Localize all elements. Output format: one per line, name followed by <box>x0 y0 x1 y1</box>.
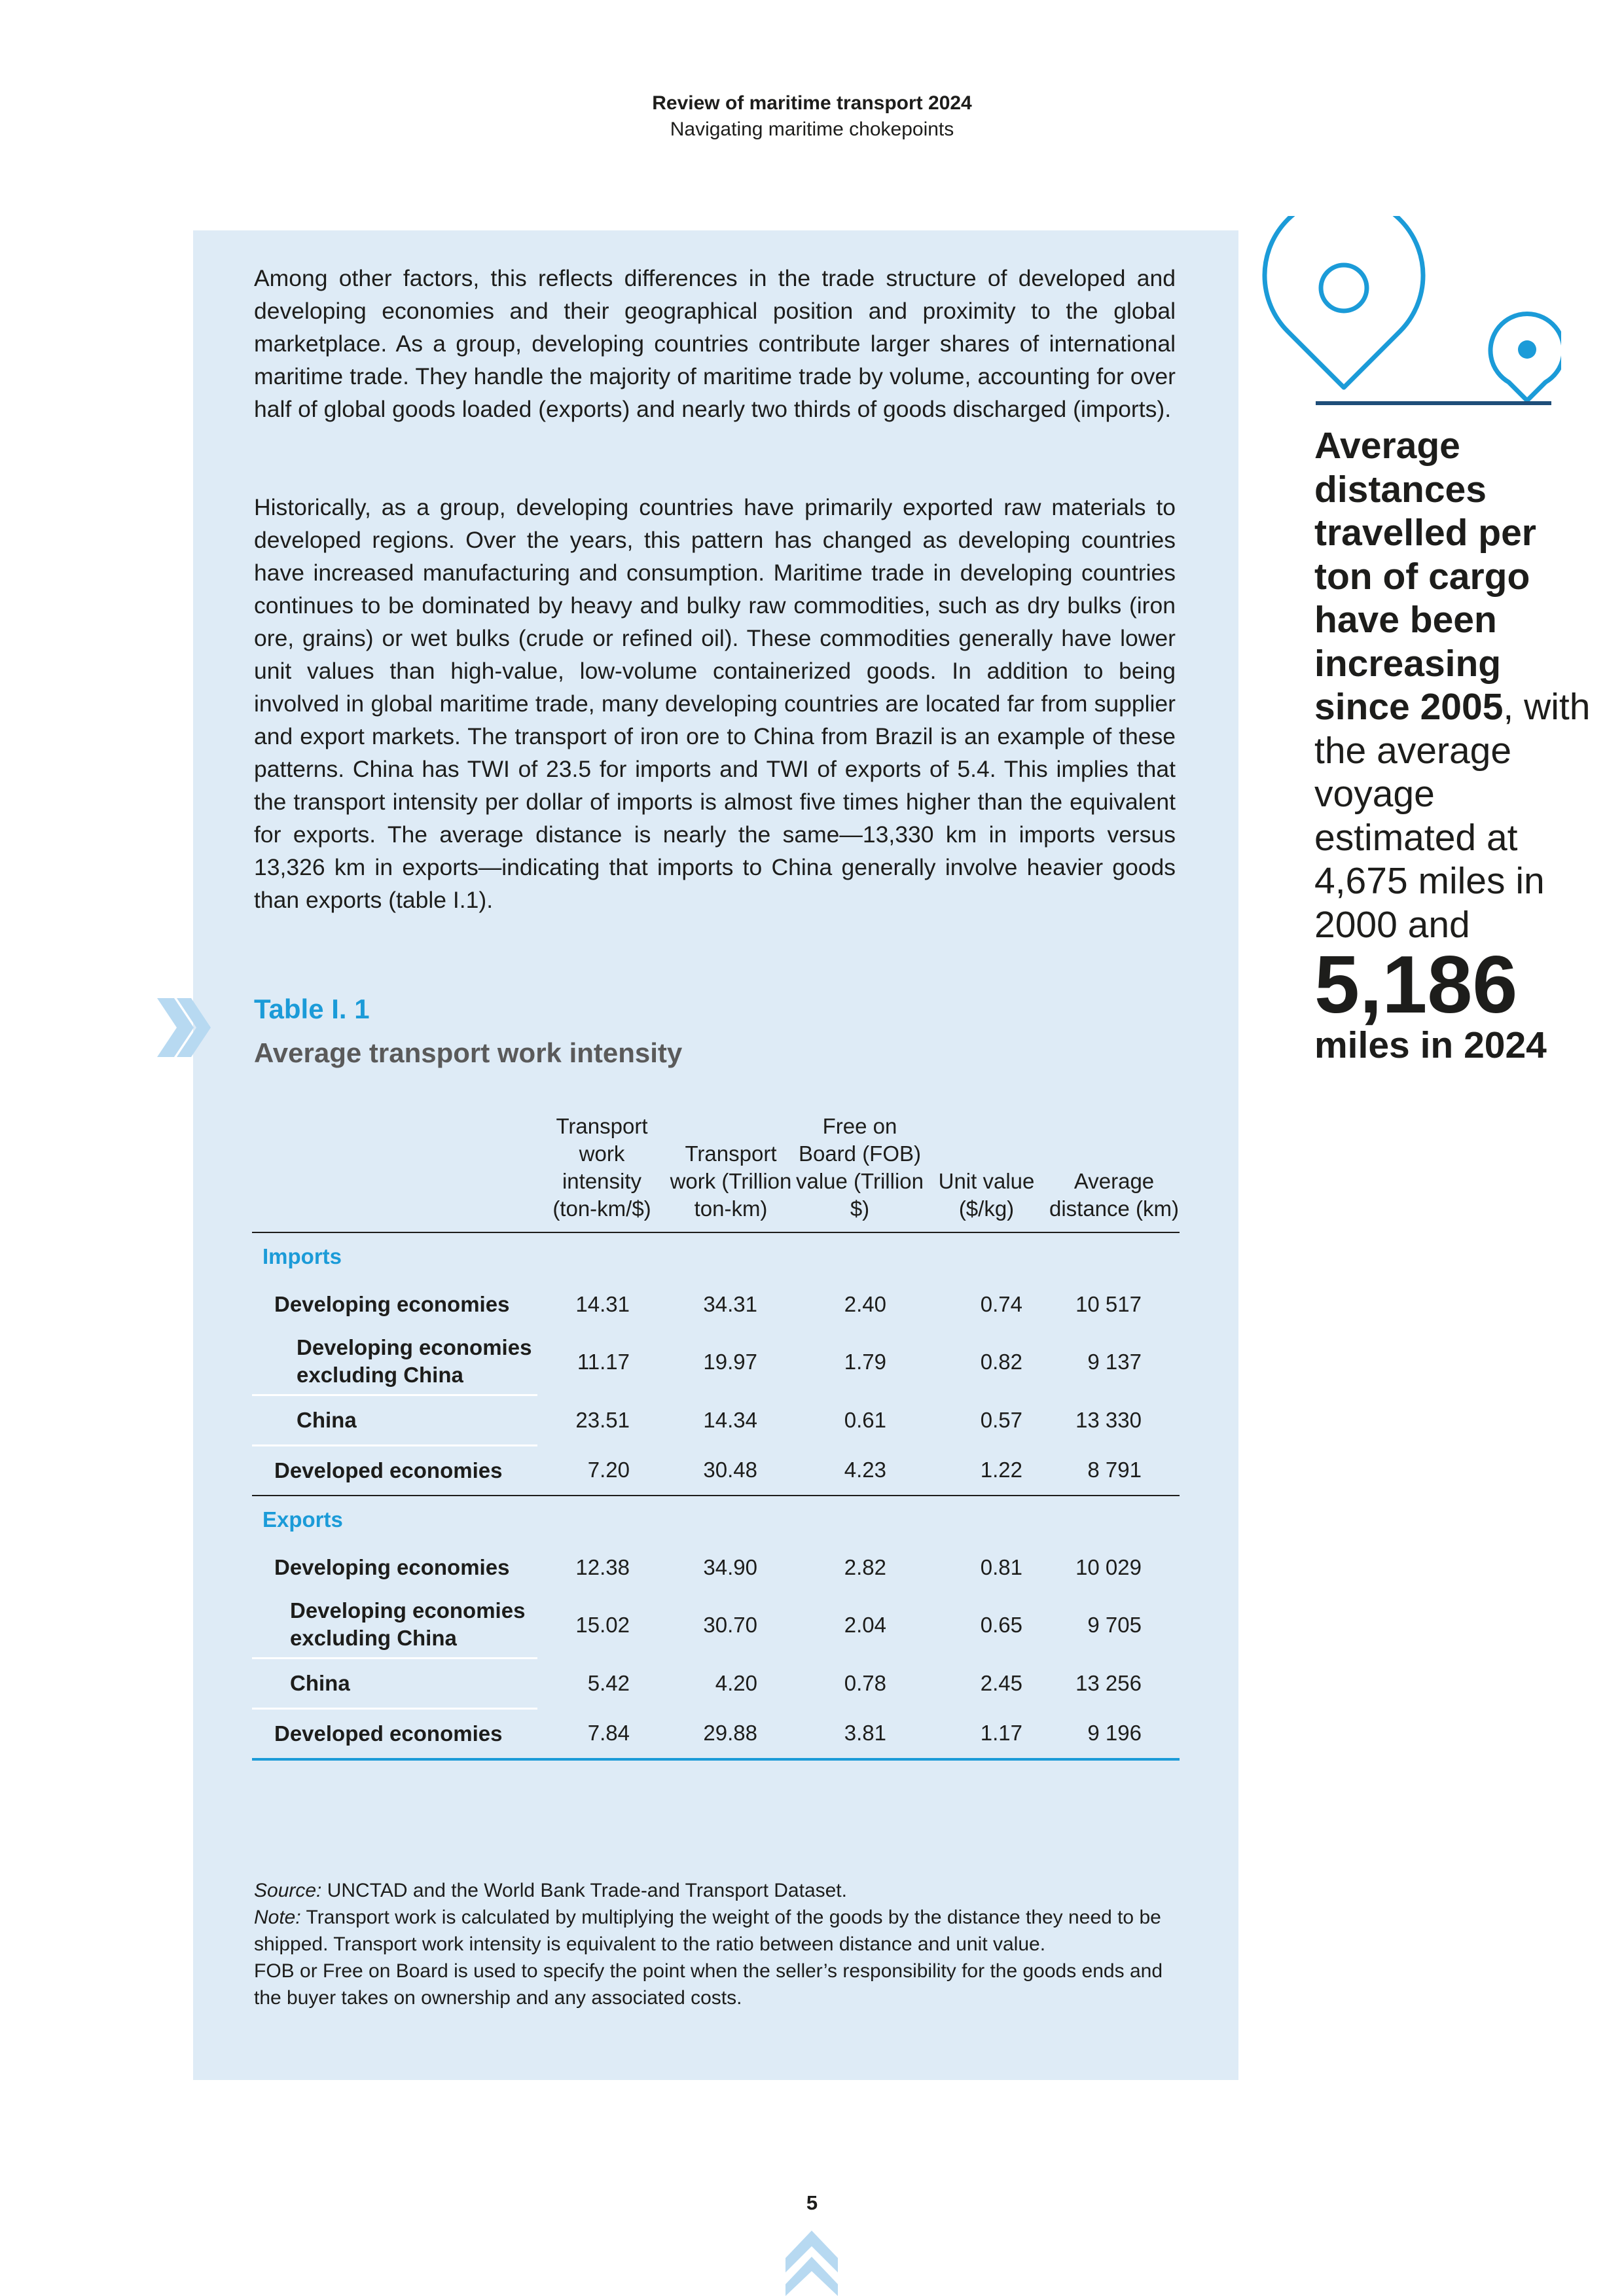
row-label: Developed economies <box>252 1446 537 1496</box>
cell-value: 19.97 <box>703 1349 757 1374</box>
cell-value: 30.48 <box>666 1446 795 1496</box>
table-row <box>252 1280 1180 1329</box>
cell-value: 11.17 <box>577 1349 630 1374</box>
row-label: Developing economies <box>274 1555 510 1579</box>
location-pin-icon <box>1265 216 1423 387</box>
column-header: Free on Board (FOB) value (Trillion $) <box>795 1113 924 1232</box>
body-paragraph: Among other factors, this reflects differences in the trade structure of developed and developing economies and their geographical position and proximity to the global marketplace. As a group, developing countries contribute larger shares of international maritime trade. They handle the majority of maritime trade by volume, accounting for over half of global goods loaded (exports) and nearly two thirds of goods discharged (imports). <box>254 265 1176 422</box>
cell-value: 14.34 <box>703 1408 757 1432</box>
table-row <box>252 1543 1180 1592</box>
column-header: Transport work (Trillion ton-km) <box>666 1113 795 1232</box>
sidebar-callout <box>1314 424 1602 1067</box>
cell-value: 13 330 <box>1075 1408 1142 1432</box>
chevron-right-icon <box>157 998 216 1057</box>
cell-value: 30.70 <box>703 1612 757 1637</box>
source-note <box>254 1877 1183 1904</box>
row-label: Developed economies <box>252 1709 537 1760</box>
callout-text: with the average voyage estimated at 4,675 miles in 2000 and <box>1314 686 1591 946</box>
cell-value: 0.61 <box>844 1408 886 1432</box>
column-header-empty <box>252 1113 537 1232</box>
column-header: Transport work intensity (ton-km/$) <box>537 1113 666 1232</box>
section-row-exports <box>252 1496 1180 1543</box>
table-row <box>252 1659 1180 1709</box>
cell-value: 2.04 <box>844 1612 886 1637</box>
fob-note: FOB or Free on Board is used to specify the point when the seller’s responsibility for the goods ends and the buyer takes on ownership and any associated costs. <box>254 1960 1163 2009</box>
cell-value: 4.23 <box>795 1446 924 1496</box>
cell-value: 15.02 <box>575 1612 630 1637</box>
section-heading: Exports <box>262 1507 343 1532</box>
cell-value: 0.78 <box>844 1671 886 1695</box>
cell-value: 29.88 <box>666 1709 795 1760</box>
cell-value: 7.20 <box>537 1446 666 1496</box>
cell-value: 10 029 <box>1075 1555 1142 1579</box>
report-subtitle: Navigating maritime chokepoints <box>670 118 954 140</box>
table-notes <box>254 1877 1183 2011</box>
table-header-row <box>252 1113 1180 1232</box>
chevron-up-icon[interactable] <box>785 2231 838 2296</box>
body-paragraph: Historically, as a group, developing countries have primarily exported raw materials to developed regions. Over the years, this pattern has changed as developing countries have increased manufacturing and consumption. Maritime trade in developing countries continues to be dominated by heavy and bulky raw commodities, such as dry bulks (iron ore, grains) or wet bulks (crude or refined oil). These commodities generally have lower unit values than high-value, low-volume containerized goods. In addition to being involved in global maritime trade, many developing countries are located far from supplier and export markets. The transport of iron ore to China from Brazil is an example of these patterns. China has TWI of 23.5 for imports and TWI of exports of 5.4. This implies that the transport intensity per dollar of imports is almost five times higher than the equivalent for exports. The average distance is nearly the same—13,330 km in imports versus 13,326 km in exports—indicating that imports to China generally involve heavier goods than exports (table I.1). <box>254 494 1176 913</box>
column-header: Unit value ($/kg) <box>924 1113 1049 1232</box>
cell-value: 34.90 <box>703 1555 757 1579</box>
cell-value: 9 137 <box>1087 1349 1142 1374</box>
cell-value: 9 705 <box>1087 1612 1142 1637</box>
section-row-imports <box>252 1232 1180 1280</box>
cell-value: 0.74 <box>980 1292 1022 1316</box>
source-text: UNCTAD and the World Bank Trade-and Transport Dataset. <box>321 1880 847 1901</box>
cell-value: 1.22 <box>924 1446 1049 1496</box>
cell-value: 10 517 <box>1075 1292 1142 1316</box>
cell-value: 4.20 <box>715 1671 757 1695</box>
cell-value: 12.38 <box>575 1555 630 1579</box>
cell-value: 0.82 <box>980 1349 1022 1374</box>
table-row <box>252 1329 1180 1395</box>
row-label: Developing economies excluding China <box>252 1329 537 1395</box>
cell-value: 9 196 <box>1049 1709 1180 1760</box>
cell-value: 3.81 <box>795 1709 924 1760</box>
table-title: Average transport work intensity <box>254 1037 683 1068</box>
table-row <box>252 1592 1180 1659</box>
cell-value: 14.31 <box>575 1292 630 1316</box>
row-label: Developing economies <box>274 1292 510 1316</box>
location-pins-graphic <box>1260 216 1561 412</box>
note-text: Transport work is calculated by multiplying the weight of the goods by the distance they need to be shipped. Transport work intensity is equivalent to the ratio between distance and unit value. <box>254 1907 1161 1955</box>
column-header: Average distance (km) <box>1049 1113 1180 1232</box>
table-row <box>252 1446 1180 1496</box>
data-table <box>252 1113 1180 1761</box>
report-title: Review of maritime transport 2024 <box>652 92 972 114</box>
row-label: Developing economies excluding China <box>252 1592 537 1659</box>
callout-bold-end: miles in 2024 <box>1314 1024 1547 1066</box>
cell-value: 8 791 <box>1049 1446 1180 1496</box>
row-label: China <box>252 1395 537 1446</box>
cell-value: 1.79 <box>844 1349 886 1374</box>
note-label: Note: <box>254 1907 301 1928</box>
cell-value: 13 256 <box>1075 1671 1142 1695</box>
cell-value: 1.17 <box>924 1709 1049 1760</box>
cell-value: 2.45 <box>980 1671 1022 1695</box>
table-label: Table I. 1 <box>254 994 370 1024</box>
source-label: Source: <box>254 1880 322 1901</box>
cell-value: 0.65 <box>980 1612 1022 1637</box>
section-heading: Imports <box>262 1244 342 1268</box>
row-label: China <box>252 1659 537 1709</box>
note <box>254 1904 1183 1958</box>
location-pin-icon <box>1490 314 1561 401</box>
running-header <box>0 90 1624 143</box>
cell-value: 34.31 <box>703 1292 757 1316</box>
cell-value: 0.81 <box>980 1555 1022 1579</box>
callout-bold-text: Average distances travelled per ton of cargo have been increasing since 2005 <box>1314 425 1536 728</box>
cell-value: 0.57 <box>980 1408 1022 1432</box>
callout-comma: , <box>1503 686 1514 728</box>
callout-big-number: 5,186 <box>1314 940 1518 1030</box>
page-number: 5 <box>806 2191 818 2214</box>
cell-value: 2.82 <box>844 1555 886 1579</box>
cell-value: 5.42 <box>587 1671 630 1695</box>
table-row <box>252 1709 1180 1760</box>
cell-value: 23.51 <box>575 1408 630 1432</box>
cell-value: 2.40 <box>844 1292 886 1316</box>
table-row <box>252 1395 1180 1446</box>
cell-value: 7.84 <box>537 1709 666 1760</box>
